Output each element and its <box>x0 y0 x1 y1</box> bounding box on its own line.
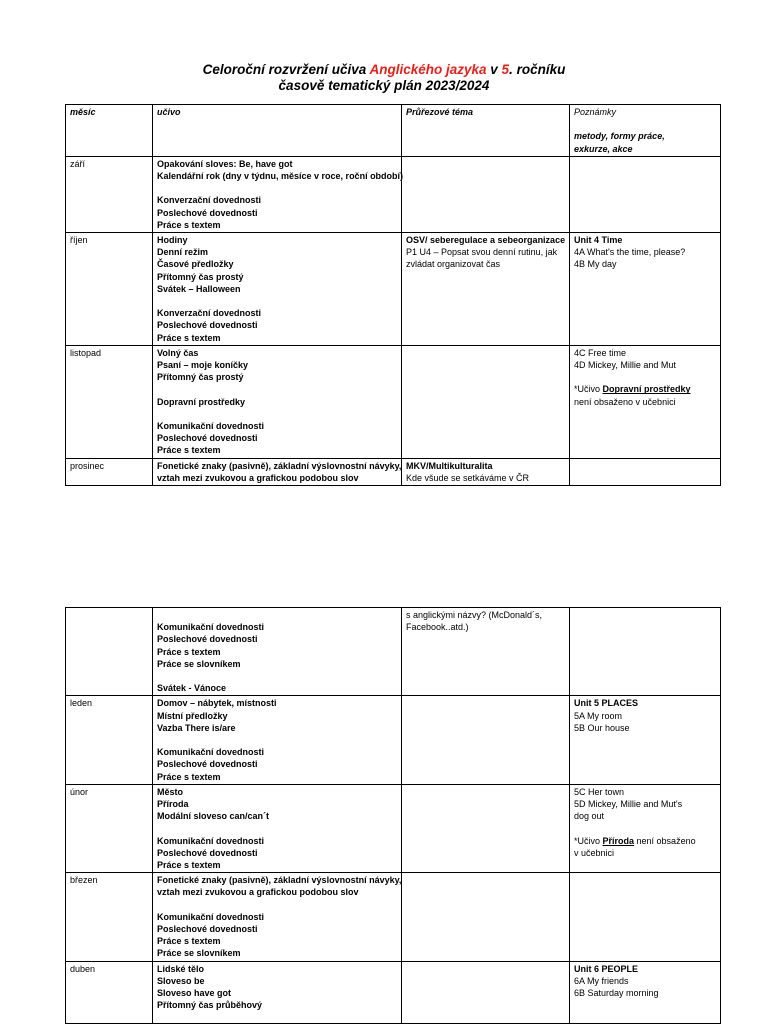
content-line: Svátek - Vánoce <box>157 683 227 694</box>
cross-topic-line: MKV/Multikulturalita <box>406 460 493 471</box>
content-line: Lidské tělo <box>157 963 205 974</box>
plan-table-page1 <box>65 104 721 486</box>
header-cross-topic: Průřezové téma <box>402 105 570 157</box>
content-line: Sloveso have got <box>157 988 232 999</box>
month-cell: leden <box>66 696 153 784</box>
content-cell <box>153 233 402 346</box>
content-line: Volný čas <box>157 347 199 358</box>
content-line: Příroda <box>157 799 189 809</box>
table-row-brezen <box>66 873 721 961</box>
page-title-line2: časově tematický plán 2023/2024 <box>278 78 490 93</box>
content-line: Město <box>157 786 184 797</box>
month-cell: září <box>66 156 153 232</box>
content-line: Práce s textem <box>157 445 221 456</box>
content-line: Práce s textem <box>157 771 221 782</box>
notes-line: 4A What's the time, please? <box>574 247 686 258</box>
month-cell: březen <box>66 873 153 961</box>
notes-line: 5B Our house <box>574 722 630 733</box>
notes-text: není obsaženo <box>634 835 696 846</box>
notes-cell <box>570 873 721 961</box>
cross-topic-cell <box>402 696 570 784</box>
content-line: Poslechové dovednosti <box>157 320 258 331</box>
content-cell <box>153 696 402 784</box>
cross-topic-line: Kde všude se setkáváme v ČR <box>406 472 530 483</box>
cross-topic-cell <box>402 233 570 346</box>
content-line: Poslechové dovednosti <box>157 924 258 934</box>
content-cell <box>153 345 402 458</box>
notes-line: dog out <box>574 811 605 822</box>
notes-cell <box>570 961 721 1023</box>
content-cell <box>153 458 402 485</box>
header-notes-sub1: metody, formy práce, <box>574 131 665 142</box>
content-line: Práce se slovníkem <box>157 658 241 669</box>
content-line: Přítomný čas prostý <box>157 271 244 282</box>
notes-line: Unit 6 PEOPLE <box>574 963 639 974</box>
content-line: Poslechové dovednosti <box>157 634 258 645</box>
notes-line: 5D Mickey, Millie and Mut's <box>574 799 683 809</box>
content-cell <box>153 784 402 872</box>
notes-cell <box>570 696 721 784</box>
title-text-c: . ročníku <box>509 62 566 77</box>
notes-line: 5A My room <box>574 710 623 721</box>
content-line: Modální sloveso can/can´t <box>157 811 270 822</box>
title-text-b: v <box>486 62 502 77</box>
table-row-unor <box>66 784 721 872</box>
notes-text: *Učivo <box>574 835 603 846</box>
content-line: Poslechové dovednosti <box>157 207 258 218</box>
notes-line: Unit 4 Time <box>574 235 623 245</box>
cross-topic-line: zvládat organizovat čas <box>406 259 501 270</box>
content-cell <box>153 156 402 232</box>
notes-text: *Učivo <box>574 384 603 395</box>
header-notes-title: Poznámky <box>574 107 617 117</box>
notes-cell <box>570 345 721 458</box>
content-line: Vazba There is/are <box>157 722 236 733</box>
content-line: Domov – nábytek, místnosti <box>157 698 277 709</box>
cross-topic-cell <box>402 345 570 458</box>
notes-line: 6A My friends <box>574 975 629 986</box>
content-line: Poslechové dovednosti <box>157 433 258 444</box>
content-line: Dopravní prostředky <box>157 396 246 407</box>
content-cell <box>153 961 402 1023</box>
content-line: Psaní – moje koníčky <box>157 360 249 371</box>
content-line: Práce s textem <box>157 860 221 870</box>
notes-line: 4D Mickey, Millie and Mut <box>574 360 676 371</box>
month-cell: říjen <box>66 233 153 346</box>
notes-cell <box>570 784 721 872</box>
content-line: Přítomný čas prostý <box>157 372 244 383</box>
cross-topic-line: Facebook..atd.) <box>406 622 469 633</box>
content-line: Komunikační dovednosti <box>157 622 265 633</box>
table-row-prosinec-cont <box>66 608 721 696</box>
table-header-row <box>66 105 721 157</box>
content-cell <box>153 873 402 961</box>
month-cell: duben <box>66 961 153 1023</box>
table-row-duben <box>66 961 721 1023</box>
content-line: Práce s textem <box>157 332 221 343</box>
notes-underlined: Příroda <box>602 835 635 846</box>
notes-cell <box>570 608 721 696</box>
notes-line <box>574 383 716 395</box>
content-line: Práce se slovníkem <box>157 948 241 959</box>
content-line: Komunikační dovednosti <box>157 421 265 431</box>
cross-topic-line: OSV/ seberegulace a sebeorganizace <box>406 235 566 245</box>
content-line: Konverzační dovednosti <box>157 195 262 206</box>
content-line: Časové předložky <box>157 259 234 270</box>
content-line: Kalendářní rok (dny v týdnu, měsíce v roce, roční období) <box>157 171 404 181</box>
content-line: Fonetické znaky (pasivně), základní výslovnostní návyky, <box>157 875 402 886</box>
table-row-rijen <box>66 233 721 346</box>
header-notes-sub2: exkurze, akce <box>574 143 633 154</box>
cross-topic-cell <box>402 608 570 696</box>
content-line: Opakování sloves: Be, have got <box>157 158 293 169</box>
title-text-a: Celoroční rozvržení učiva <box>202 62 370 77</box>
month-cell <box>66 608 153 696</box>
table-row-leden <box>66 696 721 784</box>
table-row-zari <box>66 156 721 232</box>
content-line: Komunikační dovednosti <box>157 911 265 922</box>
content-line: Fonetické znaky (pasivně), základní výslovnostní návyky, <box>157 460 402 471</box>
notes-line: není obsaženo v učebnici <box>574 396 676 407</box>
table-row-prosinec <box>66 458 721 485</box>
content-line: Konverzační dovednosti <box>157 308 262 319</box>
notes-line: 6B Saturday morning <box>574 988 659 999</box>
content-cell <box>153 608 402 696</box>
content-line: Komunikační dovednosti <box>157 747 265 758</box>
content-line: Sloveso be <box>157 975 205 986</box>
month-cell: prosinec <box>66 458 153 485</box>
content-line: Poslechové dovednosti <box>157 847 258 858</box>
notes-cell <box>570 458 721 485</box>
cross-topic-cell <box>402 156 570 232</box>
page-title-line1 <box>0 62 768 78</box>
month-cell: únor <box>66 784 153 872</box>
content-line: Poslechové dovednosti <box>157 759 258 770</box>
plan-table-page2 <box>65 607 721 1024</box>
notes-line: 4C Free time <box>574 347 627 358</box>
notes-underlined: Dopravní prostředky <box>602 384 691 395</box>
content-line: Práce s textem <box>157 936 221 947</box>
header-month: měsíc <box>66 105 153 157</box>
content-line: Práce s textem <box>157 219 221 230</box>
cross-topic-cell <box>402 961 570 1023</box>
header-content: učivo <box>153 105 402 157</box>
content-line: Denní režim <box>157 247 209 258</box>
notes-line: Unit 5 PLACES <box>574 698 639 709</box>
notes-line: 4B My day <box>574 259 617 270</box>
content-line: Hodiny <box>157 235 188 245</box>
table-row-listopad <box>66 345 721 458</box>
title-subject: Anglického jazyka <box>369 62 487 77</box>
notes-line: 5C Her town <box>574 786 625 797</box>
header-notes <box>570 105 721 157</box>
title-grade: 5 <box>501 62 510 77</box>
cross-topic-cell <box>402 458 570 485</box>
content-line: Přítomný čas průběhový <box>157 1000 263 1011</box>
content-line: vztah mezi zvukovou a grafickou podobou slov <box>157 887 359 898</box>
cross-topic-cell <box>402 784 570 872</box>
content-line: Práce s textem <box>157 646 221 657</box>
notes-cell <box>570 233 721 346</box>
notes-line <box>574 835 716 847</box>
content-line: vztah mezi zvukovou a grafickou podobou slov <box>157 472 359 483</box>
content-line: Komunikační dovednosti <box>157 835 265 846</box>
month-cell: listopad <box>66 345 153 458</box>
cross-topic-cell <box>402 873 570 961</box>
cross-topic-line: P1 U4 – Popsat svou denní rutinu, jak <box>406 247 558 258</box>
content-line: Svátek – Halloween <box>157 283 241 294</box>
content-line: Místní předložky <box>157 710 228 721</box>
cross-topic-line: s anglickými názvy? (McDonald´s, <box>406 610 543 620</box>
notes-cell <box>570 156 721 232</box>
notes-line: v učebnici <box>574 847 615 858</box>
